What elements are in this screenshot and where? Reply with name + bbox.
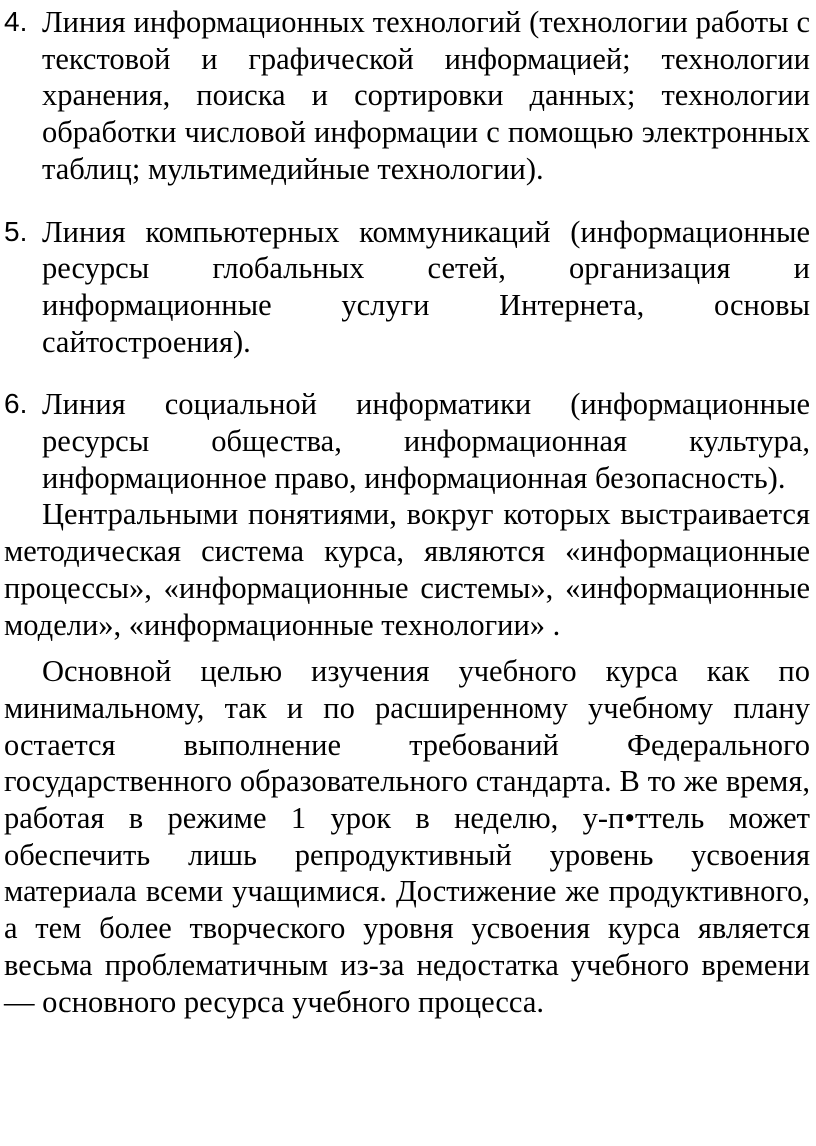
list-item-number: 4. (4, 6, 28, 37)
list-item-5 (4, 214, 810, 361)
paragraph-main-goal: Основной целью изучения учебного курса как по минимальному, так и по расширенному учебному плану остается выполнение требований Федерального государственного образовательного стандарта. В то же время, работая в режиме 1 урок в неделю, у-п•ттель может обеспечить лишь репродуктивный уровень усвоения материала всеми учащимися. Достижение же продуктивного, а тем более творческого уровня усвоения курса является весьма проблематичным из-за недостатка учебного времени — основного ресурса учебного процесса. (4, 654, 810, 1019)
list-item-text: Линия социальной информатики (информационные ресурсы общества, информационная культура, информационное право, информационная безопасность). (42, 387, 810, 495)
list-item-4 (4, 4, 810, 188)
list-item-text: Линия информационных технологий (технологии работы с текстовой и графической информацией; технологии хранения, поиска и сортировки данных; технологии обработки числовой информации с помощью электронных таблиц; мультимедийные технологии). (42, 5, 810, 186)
list-item-number: 6. (4, 388, 28, 420)
list-item-6 (4, 386, 810, 496)
paragraph-central-concepts: Центральными понятиями, вокруг которых выстраивается методическая система курса, являются «информационные процессы», «информационные системы», «информационные модели», «информационные технологии» . (4, 497, 810, 642)
list-item-number: 5. (4, 215, 28, 247)
list-item-text: Линия компьютерных коммуникаций (информационные ресурсы глобальных сетей, организация и информационные услуги Интернета, основы сайтостроения). (42, 214, 810, 359)
document-page (4, 0, 810, 1020)
